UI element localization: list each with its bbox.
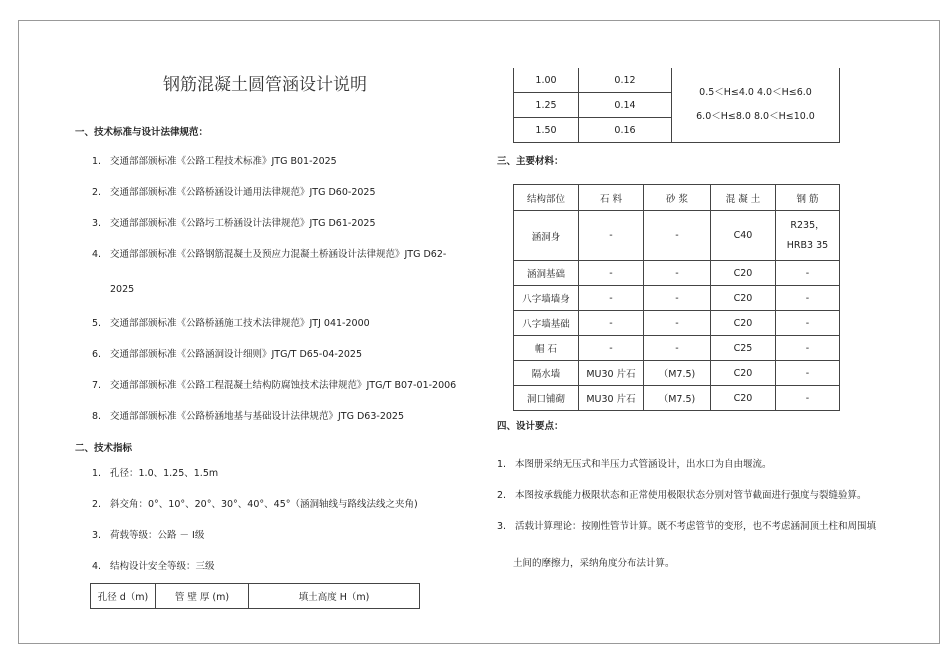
table-header-cell: 孔径 d（m) — [91, 584, 156, 609]
fill-height-range: 0.5＜H≤4.0 4.0＜H≤6.0 — [699, 87, 812, 98]
table-cell: - — [776, 336, 840, 361]
table-cell: C25 — [711, 336, 776, 361]
table-cell: C20 — [711, 311, 776, 336]
table-header-cell: 钢 筋 — [776, 185, 840, 211]
list-item: 4. 交通部部颁标准《公路钢筋混凝土及预应力混凝土桥涵设计法律规范》JTG D62- — [92, 249, 447, 260]
list-item: 7. 交通部部颁标准《公路工程混凝土结构防腐蚀技术法律规范》JTG/T B07-01-2006 — [92, 380, 457, 391]
table-header-cell: 混 凝 土 — [711, 185, 776, 211]
list-item-continuation: 土间的摩擦力，采纳角度分布法计算。 — [513, 558, 675, 569]
table-cell: - — [579, 261, 644, 286]
table-cell: C20 — [711, 361, 776, 386]
table-cell: 1.25 — [514, 93, 579, 118]
fill-height-range: 6.0＜H≤8.0 8.0＜H≤10.0 — [696, 111, 815, 122]
table-cell: 八字墙墙身 — [514, 286, 579, 311]
table-cell: - — [644, 311, 711, 336]
table-header-cell: 管 壁 厚 (m) — [156, 584, 249, 609]
table-header-cell: 砂 浆 — [644, 185, 711, 211]
table-cell: C20 — [711, 261, 776, 286]
table-cell: C40 — [711, 211, 776, 261]
table-row — [514, 286, 840, 311]
table-cell: （M7.5) — [644, 386, 711, 411]
list-item: 8. 交通部部颁标准《公路桥涵地基与基础设计法律规范》JTG D63-2025 — [92, 411, 404, 422]
table-cell: - — [776, 386, 840, 411]
table-cell: （M7.5) — [644, 361, 711, 386]
section-2-heading: 二、技术指标 — [75, 443, 133, 454]
table-cell: 涵洞基础 — [514, 261, 579, 286]
section-4-heading: 四、设计要点： — [497, 421, 564, 432]
table-cell: - — [644, 336, 711, 361]
table-cell: MU30 片石 — [579, 386, 644, 411]
table-cell: - — [644, 261, 711, 286]
table-cell: - — [579, 286, 644, 311]
table-cell: 洞口铺砌 — [514, 386, 579, 411]
list-item-continuation: 2025 — [110, 284, 135, 295]
table-cell: 0.12 — [579, 68, 672, 93]
table-row — [514, 261, 840, 286]
list-item: 6. 交通部部颁标准《公路涵洞设计细则》JTG/T D65-04-2025 — [92, 349, 363, 360]
list-item: 3. 荷载等级：公路 － Ⅰ级 — [92, 530, 205, 541]
table-cell: - — [579, 311, 644, 336]
table-cell: 帽 石 — [514, 336, 579, 361]
table-cell: - — [579, 211, 644, 261]
materials-table — [513, 184, 840, 411]
table-row — [514, 361, 840, 386]
table-cell: 0.16 — [579, 118, 672, 143]
page-title: 钢筋混凝土圆管涵设计说明 — [163, 75, 367, 95]
table-cell: 0.14 — [579, 93, 672, 118]
table-cell: - — [579, 336, 644, 361]
table-cell: C20 — [711, 286, 776, 311]
table-cell: - — [644, 211, 711, 261]
list-item: 5. 交通部部颁标准《公路桥涵施工技术法律规范》JTJ 041-2000 — [92, 318, 370, 329]
table-cell: 八字墙基础 — [514, 311, 579, 336]
table-cell: - — [776, 311, 840, 336]
table-header-cell: 石 料 — [579, 185, 644, 211]
table-cell: 隔水墙 — [514, 361, 579, 386]
table-cell: 涵洞身 — [514, 211, 579, 261]
list-item: 2. 本图按承载能力极限状态和正常使用极限状态分别对管节截面进行强度与裂缝验算。 — [497, 490, 867, 501]
table-cell: - — [776, 286, 840, 311]
table-row — [514, 311, 840, 336]
table-row — [514, 336, 840, 361]
section-3-heading: 三、主要材料： — [497, 156, 564, 167]
table-cell: - — [776, 361, 840, 386]
table-row — [514, 211, 840, 261]
table-row — [514, 386, 840, 411]
fill-height-cell — [672, 68, 840, 143]
list-item: 1. 本图册采纳无压式和半压力式管涵设计，出水口为自由堰流。 — [497, 459, 772, 470]
list-item: 2. 斜交角：0°、10°、20°、30°、40°、45°（涵洞轴线与路线法线之夹角) — [92, 499, 418, 510]
table-cell: C20 — [711, 386, 776, 411]
table-header-cell: 填土高度 H（m) — [249, 584, 420, 609]
table-header-cell: 结构部位 — [514, 185, 579, 211]
dimension-table-body — [513, 68, 840, 143]
list-item: 1. 孔径：1.0、1.25、1.5m — [92, 468, 219, 479]
table-cell: - — [776, 261, 840, 286]
list-item: 3. 交通部部颁标准《公路圬工桥涵设计法律规范》JTG D61-2025 — [92, 218, 376, 229]
table-cell: R235，HRB3 35 — [776, 211, 840, 261]
list-item: 2. 交通部部颁标准《公路桥涵设计通用法律规范》JTG D60-2025 — [92, 187, 376, 198]
section-1-heading: 一、技术标准与设计法律规范： — [75, 127, 209, 138]
table-cell: 1.50 — [514, 118, 579, 143]
list-item: 3. 活载计算理论：按刚性管节计算。既不考虑管节的变形，也不考虑涵洞顶土柱和周围填 — [497, 521, 877, 532]
table-cell: MU30 片石 — [579, 361, 644, 386]
table-cell: - — [644, 286, 711, 311]
list-item: 1. 交通部部颁标准《公路工程技术标准》JTG B01-2025 — [92, 156, 337, 167]
dimension-table-header — [90, 583, 420, 609]
list-item: 4. 结构设计安全等级：三级 — [92, 561, 215, 572]
table-cell: 1.00 — [514, 68, 579, 93]
